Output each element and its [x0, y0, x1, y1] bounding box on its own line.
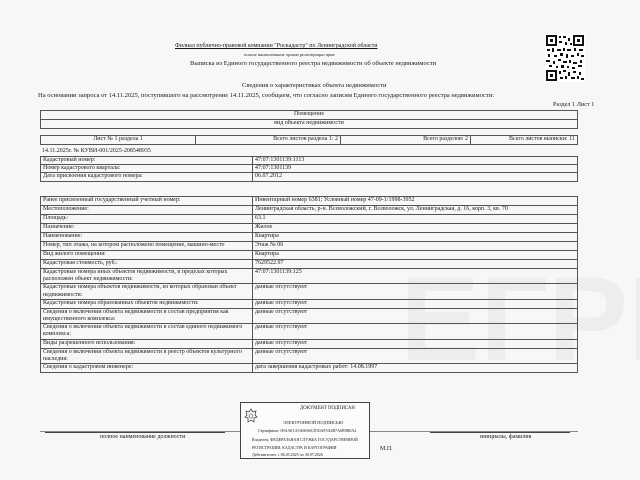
row-value: Этаж № 06 [253, 242, 578, 251]
table-row [41, 165, 578, 173]
row-label: Наименование: [41, 233, 253, 242]
row-label: Кадастровые номера образованных объектов недвижимости: [41, 299, 253, 308]
row-value: Жилое [253, 224, 578, 233]
table-row [41, 269, 578, 284]
stamp-owner: Владелец: ФЕДЕРАЛЬНАЯ СЛУЖБА ГОСУДАРСТВЕННОЙ [252, 437, 358, 442]
extract-title: Выписка из Единого государственного реестра недвижимости об объекте недвижимости [190, 60, 437, 67]
row-label: Сведения о включении объекта недвижимости в состав предприятия как имущественного комплекса: [41, 308, 253, 323]
characteristics-table [40, 196, 578, 373]
sheet-section: Лист № 1 раздела 1 [41, 136, 196, 145]
branch-name: Филиал публично-правовой компании "Роскадастр" по Ленинградской области [175, 43, 378, 49]
row-value: 7629522.97 [253, 260, 578, 269]
name-line [430, 432, 570, 433]
row-label: Кадастровая стоимость, руб.: [41, 260, 253, 269]
table-row [41, 348, 578, 363]
total-sheets: Всего листов выписки: 11 [471, 136, 578, 145]
row-value: данные отсутствуют [253, 308, 578, 323]
stamp-owner-cont: РЕГИСТРАЦИИ, КАДАСТРА И КАРТОГРАФИИ [252, 445, 337, 450]
stamp-subtitle: ЭЛЕКТРОННОЙ ПОДПИСЬЮ [283, 420, 344, 425]
table-row [41, 364, 578, 373]
row-label: Площадь: [41, 215, 253, 224]
table-row [41, 224, 578, 233]
object-type-value: Помещение [41, 111, 578, 120]
table-row [41, 197, 578, 206]
row-value: 63.1 [253, 215, 578, 224]
table-row [41, 242, 578, 251]
object-type-caption: вид объекта недвижимости [41, 120, 578, 129]
table-row [41, 324, 578, 339]
row-value: 06.07.2012 [253, 173, 578, 181]
table-row [41, 339, 578, 348]
row-value: данные отсутствуют [253, 299, 578, 308]
registration-number: 14.11.2025г. № КУВИ-001/2025-208548935 [42, 148, 151, 154]
row-label: Ранее присвоенный государственный учетный номер: [41, 197, 253, 206]
row-value: Инвентарный номер 6381; Условный номер 47-09-1/1998-3952 [253, 197, 578, 206]
table-row [41, 308, 578, 323]
row-label: Номер кадастрового квартала: [41, 165, 253, 173]
row-label: Сведения о кадастровом инженере: [41, 364, 253, 373]
position-line [45, 432, 225, 433]
table-row [41, 233, 578, 242]
row-label: Кадастровые номера иных объектов недвижимости, в пределах которых расположен объект недвижимости: [41, 269, 253, 284]
row-label: Кадастровые номера объектов недвижимости, из которых образован объект недвижимости: [41, 284, 253, 299]
table-row [41, 173, 578, 181]
seal-place-label: М.П. [380, 446, 393, 452]
emblem-icon [244, 408, 258, 424]
row-value: Ленинградская область, р-н. Всеволожский, г. Всеволожск, ул. Ленинградская, д. 16, корп. 3, кв. 70 [253, 206, 578, 215]
row-label: Сведения о включении объекта недвижимости в реестр объектов культурного наследия: [41, 348, 253, 363]
row-label: Местоположение: [41, 206, 253, 215]
row-label: Номер, тип этажа, на котором расположено помещение, машино-место [41, 242, 253, 251]
table-row [41, 299, 578, 308]
row-value: 47:07:1301139:125 [253, 269, 578, 284]
stamp-validity: Действителен: с 06.05.2025 по 30.07.2026 [252, 452, 323, 457]
info-title: Сведения о характеристиках объекта недвижимости [242, 82, 387, 89]
branch-caption: полное наименование органа регистрации прав [244, 52, 335, 57]
row-value: Квартира [253, 233, 578, 242]
row-value: данные отсутствуют [253, 324, 578, 339]
row-value: дата завершения кадастровых работ: 14.08.1997 [253, 364, 578, 373]
row-value: 47:07:1301139:1113 [253, 157, 578, 165]
table-row [41, 260, 578, 269]
table-row [41, 251, 578, 260]
row-label: Дата присвоения кадастрового номера: [41, 173, 253, 181]
object-type-table [40, 110, 578, 129]
row-label: Сведения о включении объекта недвижимости в состав единого недвижимого комплекса: [41, 324, 253, 339]
row-label: Виды разрешенного использования: [41, 339, 253, 348]
table-row [41, 215, 578, 224]
total-sections: Всего разделов: 2 [341, 136, 471, 145]
row-label: Кадастровый номер: [41, 157, 253, 165]
request-text: На основании запроса от 14.11.2025, поступившего на рассмотрение 14.11.2025, сообщаем, что согласно записям Единого государственного реестра недвижимости: [38, 92, 495, 99]
table-row [41, 206, 578, 215]
table-row [41, 157, 578, 165]
row-label: Вид жилого помещения: [41, 251, 253, 260]
stamp-certificate: Сертификат: 00AAE1A5A68A6CE50AF5A4B7A6B9B6A2 [258, 428, 357, 433]
sheets-table [40, 135, 578, 145]
stamp-title: ДОКУМЕНТ ПОДПИСАН [300, 406, 355, 411]
row-value: Квартира [253, 251, 578, 260]
name-caption: инициалы, фамилия [480, 434, 532, 440]
row-value: данные отсутствуют [253, 284, 578, 299]
total-sheets-section: Всего листов раздела 1: 2 [196, 136, 341, 145]
table-row [41, 284, 578, 299]
qr-code-icon [545, 34, 585, 82]
row-value: данные отсутствуют [253, 339, 578, 348]
row-value: 47:07:1301139 [253, 165, 578, 173]
identifiers-table [40, 156, 578, 182]
row-value: данные отсутствуют [253, 348, 578, 363]
row-label: Назначение: [41, 224, 253, 233]
section-sheet-label: Раздел 1 Лист 1 [553, 101, 595, 108]
position-caption: полное наименование должности [100, 434, 186, 440]
